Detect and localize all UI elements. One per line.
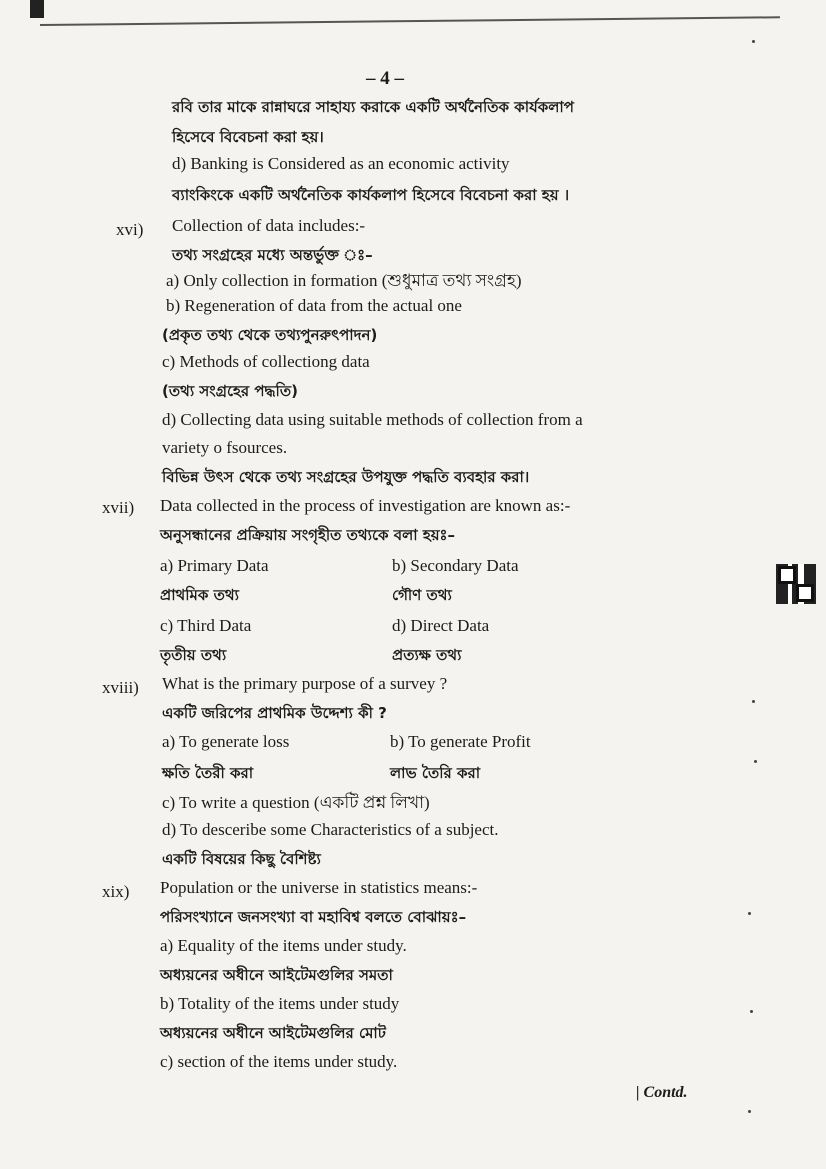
header-rule <box>40 16 780 26</box>
scan-speck <box>750 1010 753 1013</box>
option-a-bn: অধ্যয়নের অধীনে আইটেমগুলির সমতা <box>160 966 393 984</box>
option-b-bn: (প্রকৃত তথ্য থেকে তথ্যপুনরুৎপাদন) <box>162 326 378 344</box>
option-c: c) section of the items under study. <box>160 1052 398 1071</box>
option-b: b) Secondary Data <box>392 556 519 575</box>
option-b: b) Totality of the items under study <box>160 994 400 1013</box>
option-d-continued: variety o fsources. <box>162 438 288 457</box>
scan-speck <box>748 1110 751 1113</box>
option-d-banking-bn: ব্যাংকিংকে একটি অর্থনৈতিক কার্যকলাপ হিসেবে বিবেচনা করা হয় । <box>172 186 570 204</box>
question-text: What is the primary purpose of a survey ? <box>162 674 448 693</box>
question-text: Collection of data includes:- <box>172 216 366 235</box>
option-a: a) Only collection in formation (শুধুমাত্র তথ্য সংগ্রহ) <box>166 271 522 290</box>
option-d-bn: বিভিন্ন উৎস থেকে তথ্য সংগ্রহের উপযুক্ত পদ্ধতি ব্যবহার করা। <box>162 468 530 486</box>
question-number: xvii) <box>102 498 135 517</box>
option-b: b) To generate Profit <box>390 732 531 751</box>
option-d-bn: একটি বিষয়ের কিছু বৈশিষ্ট্য <box>162 850 321 868</box>
option-b-bn: গৌণ তথ্য <box>392 586 452 604</box>
question-text-bn: অনুসন্ধানের প্রক্রিয়ায় সংগৃহীত তথ্যকে বলা হয়ঃ– <box>160 526 456 544</box>
option-b-bn: অধ্যয়নের অধীনে আইটেমগুলির মোট <box>160 1024 386 1042</box>
qr-code-icon <box>776 564 816 604</box>
scan-speck <box>754 760 757 763</box>
option-a-bn: প্রাথমিক তথ্য <box>160 586 239 604</box>
option-c: c) Third Data <box>160 616 252 635</box>
option-a-bn: ক্ষতি তৈরী করা <box>162 764 254 782</box>
option-a: a) To generate loss <box>162 732 290 751</box>
question-text-bn: একটি জরিপের প্রাথমিক উদ্দেশ্য কী ? <box>162 704 387 722</box>
question-text: Population or the universe in statistics means:- <box>160 878 478 897</box>
question-text-bn: তথ্য সংগ্রহের মধ্যে অন্তর্ভুক্ত ঃ– <box>172 246 373 264</box>
page-number: – 4 – <box>366 68 404 89</box>
question-text-bn: পরিসংখ্যানে জনসংখ্যা বা মহাবিশ্ব বলতে বোঝায়ঃ– <box>160 908 467 926</box>
option-b-bn: লাভ তৈরি করা <box>390 764 481 782</box>
continued-line-1: রবি তার মাকে রান্নাঘরে সাহায্য করাকে একটি অর্থনৈতিক কার্যকলাপ <box>172 98 574 116</box>
question-number: xvi) <box>116 220 144 239</box>
option-b: b) Regeneration of data from the actual one <box>166 296 462 315</box>
question-number: xix) <box>102 882 130 901</box>
option-d: d) To desceribe some Characteristics of a subject. <box>162 820 499 839</box>
option-c: c) Methods of collectiong data <box>162 352 370 371</box>
scan-corner-mark <box>30 0 44 18</box>
scan-speck <box>752 40 755 43</box>
option-d-banking: d) Banking is Considered as an economic activity <box>172 154 510 173</box>
option-c: c) To write a question (একটি প্রশ্ন লিখা) <box>162 793 430 812</box>
option-c-bn: তৃতীয় তথ্য <box>160 646 227 664</box>
option-d-bn: প্রত্যক্ষ তথ্য <box>392 646 462 664</box>
continued-note: | Contd. <box>636 1084 688 1101</box>
scan-speck <box>752 700 755 703</box>
option-c-bn: (তথ্য সংগ্রহের পদ্ধতি) <box>162 382 298 400</box>
continued-line-2: হিসেবে বিবেচনা করা হয়। <box>172 128 324 146</box>
option-d: d) Direct Data <box>392 616 490 635</box>
question-text: Data collected in the process of investigation are known as:- <box>160 496 571 515</box>
scan-speck <box>748 912 751 915</box>
option-a: a) Primary Data <box>160 556 269 575</box>
option-d: d) Collecting data using suitable methods of collection from a <box>162 410 583 429</box>
option-a: a) Equality of the items under study. <box>160 936 407 955</box>
question-number: xviii) <box>102 678 139 697</box>
